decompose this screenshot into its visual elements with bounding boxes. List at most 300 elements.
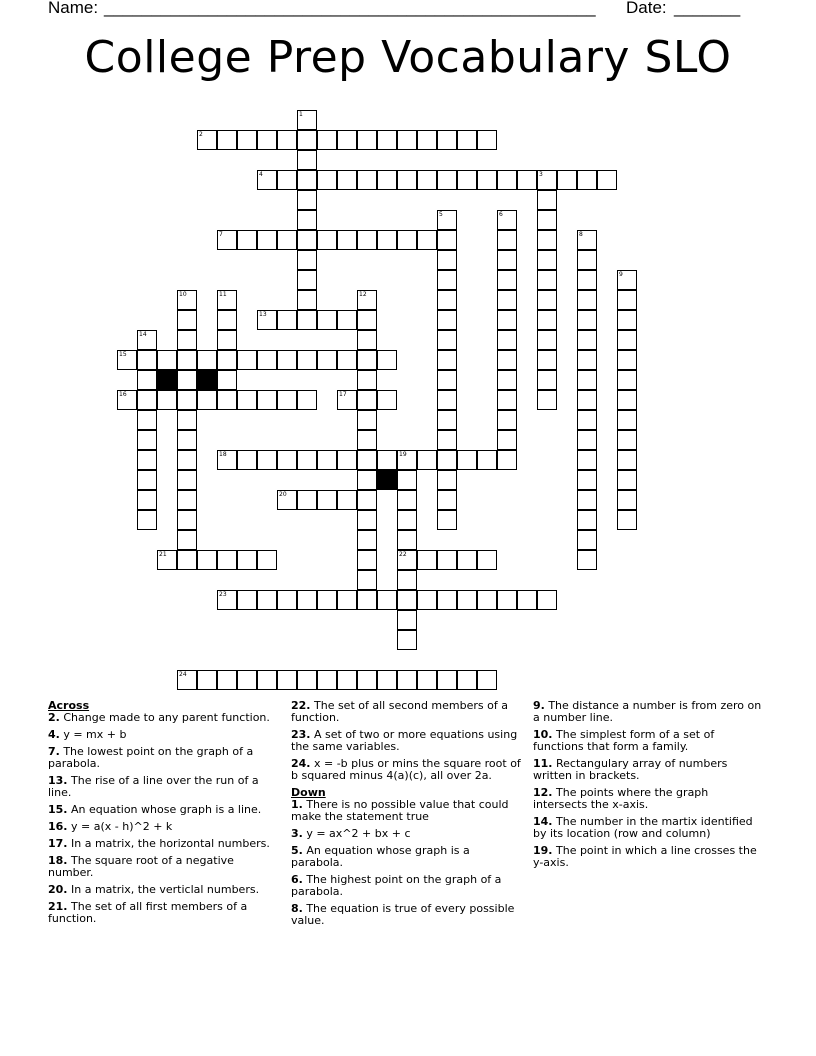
grid-cell[interactable] (417, 550, 437, 570)
grid-cell[interactable] (137, 350, 157, 370)
clues-column-3 (533, 700, 765, 874)
grid-cell[interactable] (177, 390, 197, 410)
grid-cell[interactable] (437, 450, 457, 470)
grid-cell[interactable] (397, 130, 417, 150)
clue-item (533, 787, 765, 811)
grid-cell[interactable] (297, 210, 317, 230)
grid-cell[interactable] (477, 550, 497, 570)
grid-cell[interactable] (297, 350, 317, 370)
grid-cell[interactable] (297, 390, 317, 410)
grid-cell[interactable] (577, 430, 597, 450)
grid-cell[interactable] (317, 130, 337, 150)
grid-cell[interactable] (437, 370, 457, 390)
grid-cell[interactable] (217, 390, 237, 410)
grid-cell[interactable] (577, 170, 597, 190)
grid-cell[interactable] (237, 670, 257, 690)
clue-item (533, 700, 765, 724)
clue-item-text: The lowest point on the graph of a parabola. (48, 745, 254, 770)
grid-cell[interactable] (277, 170, 297, 190)
grid-cell[interactable] (617, 450, 637, 470)
grid-cell[interactable] (337, 230, 357, 250)
grid-cell[interactable] (177, 550, 197, 570)
grid-cell[interactable] (537, 590, 557, 610)
grid-cell[interactable] (397, 490, 417, 510)
clue-item-text: The highest point on the graph of a parabola. (291, 873, 502, 898)
grid-cell[interactable] (537, 390, 557, 410)
grid-cell[interactable] (317, 310, 337, 330)
grid-cell[interactable] (137, 390, 157, 410)
grid-cell[interactable] (577, 470, 597, 490)
clue-item-number: 2. (48, 711, 60, 724)
grid-cell[interactable] (437, 290, 457, 310)
grid-cell[interactable] (397, 570, 417, 590)
grid-cell[interactable] (177, 310, 197, 330)
grid-cell[interactable] (577, 350, 597, 370)
grid-cell[interactable] (237, 550, 257, 570)
clue-item-text: An equation whose graph is a parabola. (291, 844, 470, 869)
grid-cell[interactable] (357, 510, 377, 530)
grid-cell[interactable] (417, 130, 437, 150)
grid-cell[interactable] (257, 350, 277, 370)
grid-cell[interactable] (277, 350, 297, 370)
grid-cell[interactable] (537, 350, 557, 370)
grid-cell[interactable] (497, 310, 517, 330)
grid-cell[interactable] (577, 550, 597, 570)
down-clues-list-continued (533, 700, 765, 869)
grid-cell[interactable] (617, 470, 637, 490)
grid-cell[interactable] (417, 230, 437, 250)
grid-cell[interactable] (357, 230, 377, 250)
grid-cell[interactable] (577, 490, 597, 510)
grid-cell[interactable] (577, 450, 597, 470)
grid-cell[interactable] (357, 530, 377, 550)
grid-cell[interactable] (497, 370, 517, 390)
grid-cell[interactable] (617, 510, 637, 530)
clue-item (291, 700, 523, 724)
grid-cell[interactable] (497, 270, 517, 290)
grid-cell[interactable] (357, 570, 377, 590)
grid-cell[interactable] (617, 330, 637, 350)
clue-item (48, 884, 280, 896)
grid-cell[interactable] (297, 670, 317, 690)
grid-cell[interactable] (617, 410, 637, 430)
grid-cell[interactable] (477, 590, 497, 610)
grid-cell[interactable] (437, 310, 457, 330)
grid-cell[interactable] (137, 370, 157, 390)
grid-cell[interactable] (457, 550, 477, 570)
grid-cell[interactable] (357, 370, 377, 390)
grid-cell[interactable] (217, 670, 237, 690)
grid-block (197, 370, 217, 390)
grid-cell[interactable] (437, 490, 457, 510)
grid-cell[interactable] (217, 310, 237, 330)
clue-item-number: 23. (291, 728, 311, 741)
grid-cell[interactable] (577, 310, 597, 330)
clue-item (291, 874, 523, 898)
grid-cell[interactable] (237, 450, 257, 470)
clue-number: 16 (119, 391, 127, 398)
grid-cell[interactable] (357, 490, 377, 510)
grid-cell[interactable] (497, 590, 517, 610)
across-heading: Across (48, 699, 90, 712)
grid-cell[interactable] (297, 170, 317, 190)
grid-cell[interactable] (497, 390, 517, 410)
grid-cell[interactable] (137, 510, 157, 530)
grid-cell[interactable] (337, 170, 357, 190)
grid-cell[interactable] (177, 450, 197, 470)
grid-cell[interactable] (497, 330, 517, 350)
clue-item (291, 758, 523, 782)
clue-item-text: y = a(x - h)^2 + k (67, 820, 173, 833)
grid-block (157, 370, 177, 390)
grid-cell[interactable] (477, 450, 497, 470)
grid-cell[interactable] (177, 370, 197, 390)
clue-item-number: 16. (48, 820, 68, 833)
clue-item-number: 10. (533, 728, 553, 741)
grid-cell[interactable] (257, 450, 277, 470)
clue-number: 22 (399, 551, 407, 558)
grid-cell[interactable] (537, 290, 557, 310)
clue-item-number: 1. (291, 798, 303, 811)
clue-number: 13 (259, 311, 267, 318)
clue-item-number: 12. (533, 786, 553, 799)
grid-cell[interactable] (177, 530, 197, 550)
grid-cell[interactable] (437, 390, 457, 410)
grid-cell[interactable] (497, 170, 517, 190)
clue-number: 24 (179, 671, 187, 678)
grid-cell[interactable] (277, 670, 297, 690)
across-clues-list-continued (291, 700, 523, 782)
grid-cell[interactable] (357, 450, 377, 470)
grid-cell[interactable] (617, 370, 637, 390)
grid-cell[interactable] (377, 450, 397, 470)
grid-cell[interactable] (417, 670, 437, 690)
grid-cell[interactable] (197, 670, 217, 690)
clue-item-number: 24. (291, 757, 311, 770)
grid-cell[interactable] (177, 510, 197, 530)
grid-cell[interactable] (617, 430, 637, 450)
grid-cell[interactable] (357, 670, 377, 690)
clue-item-text: An equation whose graph is a line. (67, 803, 262, 816)
grid-cell[interactable] (217, 330, 237, 350)
grid-cell[interactable] (317, 230, 337, 250)
clue-item (533, 845, 765, 869)
grid-cell[interactable] (437, 670, 457, 690)
grid-cell[interactable] (537, 190, 557, 210)
grid-cell[interactable] (437, 430, 457, 450)
grid-cell[interactable] (377, 590, 397, 610)
grid-cell[interactable] (197, 550, 217, 570)
grid-cell[interactable] (437, 270, 457, 290)
grid-cell[interactable] (437, 350, 457, 370)
clue-item-number: 21. (48, 900, 68, 913)
date-line[interactable]: _______ (674, 0, 741, 17)
grid-cell[interactable] (457, 170, 477, 190)
grid-cell[interactable] (437, 130, 457, 150)
grid-cell[interactable] (257, 590, 277, 610)
grid-cell[interactable] (617, 310, 637, 330)
grid-cell[interactable] (397, 610, 417, 630)
grid-cell[interactable] (377, 130, 397, 150)
grid-cell[interactable] (577, 370, 597, 390)
grid-cell[interactable] (237, 230, 257, 250)
grid-cell[interactable] (177, 430, 197, 450)
grid-cell[interactable] (617, 350, 637, 370)
grid-cell[interactable] (297, 190, 317, 210)
grid-cell[interactable] (417, 450, 437, 470)
grid-cell[interactable] (497, 250, 517, 270)
grid-cell[interactable] (357, 170, 377, 190)
grid-cell[interactable] (477, 130, 497, 150)
grid-cell[interactable] (377, 670, 397, 690)
clue-item-number: 6. (291, 873, 303, 886)
grid-cell[interactable] (537, 210, 557, 230)
grid-cell[interactable] (257, 670, 277, 690)
grid-cell[interactable] (397, 530, 417, 550)
grid-cell[interactable] (337, 670, 357, 690)
grid-cell[interactable] (497, 230, 517, 250)
clue-number: 8 (579, 231, 583, 238)
grid-cell[interactable] (277, 310, 297, 330)
grid-cell[interactable] (437, 230, 457, 250)
grid-cell[interactable] (137, 490, 157, 510)
grid-cell[interactable] (537, 370, 557, 390)
grid-cell[interactable] (397, 470, 417, 490)
grid-cell[interactable] (137, 450, 157, 470)
grid-cell[interactable] (217, 130, 237, 150)
grid-cell[interactable] (577, 410, 597, 430)
grid-cell[interactable] (417, 170, 437, 190)
clue-item (48, 821, 280, 833)
clue-item-text: y = mx + b (59, 728, 127, 741)
grid-cell[interactable] (437, 590, 457, 610)
grid-cell[interactable] (337, 450, 357, 470)
clue-item-text: The set of all first members of a function. (48, 900, 248, 925)
grid-cell[interactable] (337, 310, 357, 330)
grid-cell[interactable] (137, 430, 157, 450)
grid-cell[interactable] (297, 150, 317, 170)
grid-cell[interactable] (297, 270, 317, 290)
clue-item (48, 838, 280, 850)
grid-cell[interactable] (357, 590, 377, 610)
clue-item (291, 799, 523, 823)
grid-cell[interactable] (497, 450, 517, 470)
grid-cell[interactable] (377, 390, 397, 410)
grid-cell[interactable] (417, 590, 437, 610)
grid-cell[interactable] (597, 170, 617, 190)
grid-cell[interactable] (537, 330, 557, 350)
grid-cell[interactable] (277, 590, 297, 610)
grid-cell[interactable] (437, 510, 457, 530)
grid-cell[interactable] (277, 450, 297, 470)
grid-cell[interactable] (137, 410, 157, 430)
grid-cell[interactable] (357, 470, 377, 490)
clue-number: 17 (339, 391, 347, 398)
grid-cell[interactable] (537, 230, 557, 250)
grid-cell[interactable] (297, 230, 317, 250)
grid-cell[interactable] (457, 130, 477, 150)
grid-cell[interactable] (357, 410, 377, 430)
grid-cell[interactable] (357, 430, 377, 450)
grid-cell[interactable] (157, 350, 177, 370)
clue-item-text: Change made to any parent function. (59, 711, 270, 724)
clue-number: 4 (259, 171, 263, 178)
grid-cell[interactable] (297, 130, 317, 150)
clue-number: 3 (539, 171, 543, 178)
clue-number: 5 (439, 211, 443, 218)
grid-cell[interactable] (237, 130, 257, 150)
grid-cell[interactable] (537, 250, 557, 270)
grid-cell[interactable] (397, 630, 417, 650)
grid-cell[interactable] (237, 390, 257, 410)
grid-cell[interactable] (357, 130, 377, 150)
grid-cell[interactable] (477, 170, 497, 190)
grid-cell[interactable] (317, 170, 337, 190)
grid-cell[interactable] (577, 290, 597, 310)
grid-cell[interactable] (277, 390, 297, 410)
grid-cell[interactable] (537, 270, 557, 290)
grid-cell[interactable] (317, 450, 337, 470)
grid-cell[interactable] (617, 290, 637, 310)
grid-cell[interactable] (297, 450, 317, 470)
grid-cell[interactable] (457, 590, 477, 610)
grid-cell[interactable] (357, 330, 377, 350)
grid-cell[interactable] (217, 370, 237, 390)
grid-cell[interactable] (457, 450, 477, 470)
clue-item-text: The point in which a line crosses the y-axis. (533, 844, 757, 869)
grid-cell[interactable] (577, 390, 597, 410)
grid-cell[interactable] (537, 310, 557, 330)
clue-number: 20 (279, 491, 287, 498)
grid-cell[interactable] (477, 670, 497, 690)
grid-cell[interactable] (497, 350, 517, 370)
grid-cell[interactable] (397, 230, 417, 250)
grid-cell[interactable] (277, 230, 297, 250)
grid-cell[interactable] (277, 130, 297, 150)
clue-item-text: There is no possible value that could make the statement true (291, 798, 509, 823)
grid-cell[interactable] (217, 350, 237, 370)
page-title: College Prep Vocabulary SLO (84, 32, 732, 83)
grid-cell[interactable] (437, 250, 457, 270)
grid-cell[interactable] (297, 250, 317, 270)
clue-number: 18 (219, 451, 227, 458)
grid-cell[interactable] (357, 390, 377, 410)
grid-cell[interactable] (617, 490, 637, 510)
grid-cell[interactable] (497, 410, 517, 430)
grid-cell[interactable] (377, 350, 397, 370)
grid-cell[interactable] (337, 130, 357, 150)
grid-cell[interactable] (317, 350, 337, 370)
grid-cell[interactable] (577, 530, 597, 550)
grid-cell[interactable] (257, 230, 277, 250)
grid-cell[interactable] (377, 230, 397, 250)
grid-cell[interactable] (257, 130, 277, 150)
grid-cell[interactable] (177, 350, 197, 370)
grid-cell[interactable] (337, 350, 357, 370)
grid-cell[interactable] (297, 590, 317, 610)
clue-number: 7 (219, 231, 223, 238)
grid-cell[interactable] (397, 590, 417, 610)
clue-item-text: The set of all second members of a function. (291, 699, 508, 724)
grid-cell[interactable] (137, 470, 157, 490)
grid-cell[interactable] (297, 310, 317, 330)
grid-cell[interactable] (217, 550, 237, 570)
clue-item-text: x = -b plus or mins the square root of b squared minus 4(a)(c), all over 2a. (291, 757, 521, 782)
clue-item-text: The number in the martix identified by its location (row and column) (533, 815, 753, 840)
clue-item-text: A set of two or more equations using the same variables. (291, 728, 518, 753)
clue-number: 12 (359, 291, 367, 298)
name-label: Name: (48, 0, 99, 17)
grid-cell[interactable] (357, 550, 377, 570)
grid-cell[interactable] (577, 510, 597, 530)
grid-cell[interactable] (317, 590, 337, 610)
grid-cell[interactable] (337, 490, 357, 510)
date-label: Date: (626, 0, 667, 17)
grid-cell[interactable] (337, 590, 357, 610)
clue-item (48, 804, 280, 816)
grid-cell[interactable] (517, 170, 537, 190)
grid-cell[interactable] (497, 430, 517, 450)
grid-cell[interactable] (357, 310, 377, 330)
grid-cell[interactable] (197, 350, 217, 370)
grid-cell[interactable] (317, 490, 337, 510)
grid-cell[interactable] (437, 410, 457, 430)
grid-cell[interactable] (577, 250, 597, 270)
grid-cell[interactable] (557, 170, 577, 190)
grid-cell[interactable] (397, 510, 417, 530)
grid-cell[interactable] (397, 170, 417, 190)
clues-column-1 (48, 700, 280, 930)
name-line[interactable]: ____________________________________________________ (104, 0, 596, 17)
clue-item (48, 729, 280, 741)
grid-cell[interactable] (577, 330, 597, 350)
grid-cell[interactable] (437, 170, 457, 190)
grid-cell[interactable] (497, 290, 517, 310)
grid-cell[interactable] (257, 550, 277, 570)
grid-cell[interactable] (577, 270, 597, 290)
grid-cell[interactable] (437, 470, 457, 490)
grid-cell[interactable] (437, 550, 457, 570)
grid-cell[interactable] (357, 350, 377, 370)
grid-cell[interactable] (177, 470, 197, 490)
grid-cell[interactable] (297, 290, 317, 310)
grid-cell[interactable] (517, 590, 537, 610)
grid-cell[interactable] (177, 330, 197, 350)
grid-cell[interactable] (457, 670, 477, 690)
clue-number: 2 (199, 131, 203, 138)
grid-cell[interactable] (237, 350, 257, 370)
clue-item (48, 901, 280, 925)
grid-cell[interactable] (257, 390, 277, 410)
clue-item (533, 816, 765, 840)
grid-cell[interactable] (157, 390, 177, 410)
clue-item (48, 746, 280, 770)
clue-item (48, 775, 280, 799)
clue-item-text: Rectangulary array of numbers written in brackets. (533, 757, 728, 782)
grid-cell[interactable] (237, 590, 257, 610)
grid-cell[interactable] (177, 490, 197, 510)
clue-item-text: The points where the graph intersects the x-axis. (533, 786, 709, 811)
grid-cell[interactable] (617, 390, 637, 410)
grid-cell[interactable] (437, 330, 457, 350)
grid-cell[interactable] (177, 410, 197, 430)
grid-cell[interactable] (317, 670, 337, 690)
clue-item (533, 729, 765, 753)
grid-cell[interactable] (297, 490, 317, 510)
grid-cell[interactable] (197, 390, 217, 410)
grid-cell[interactable] (397, 670, 417, 690)
grid-cell[interactable] (377, 170, 397, 190)
